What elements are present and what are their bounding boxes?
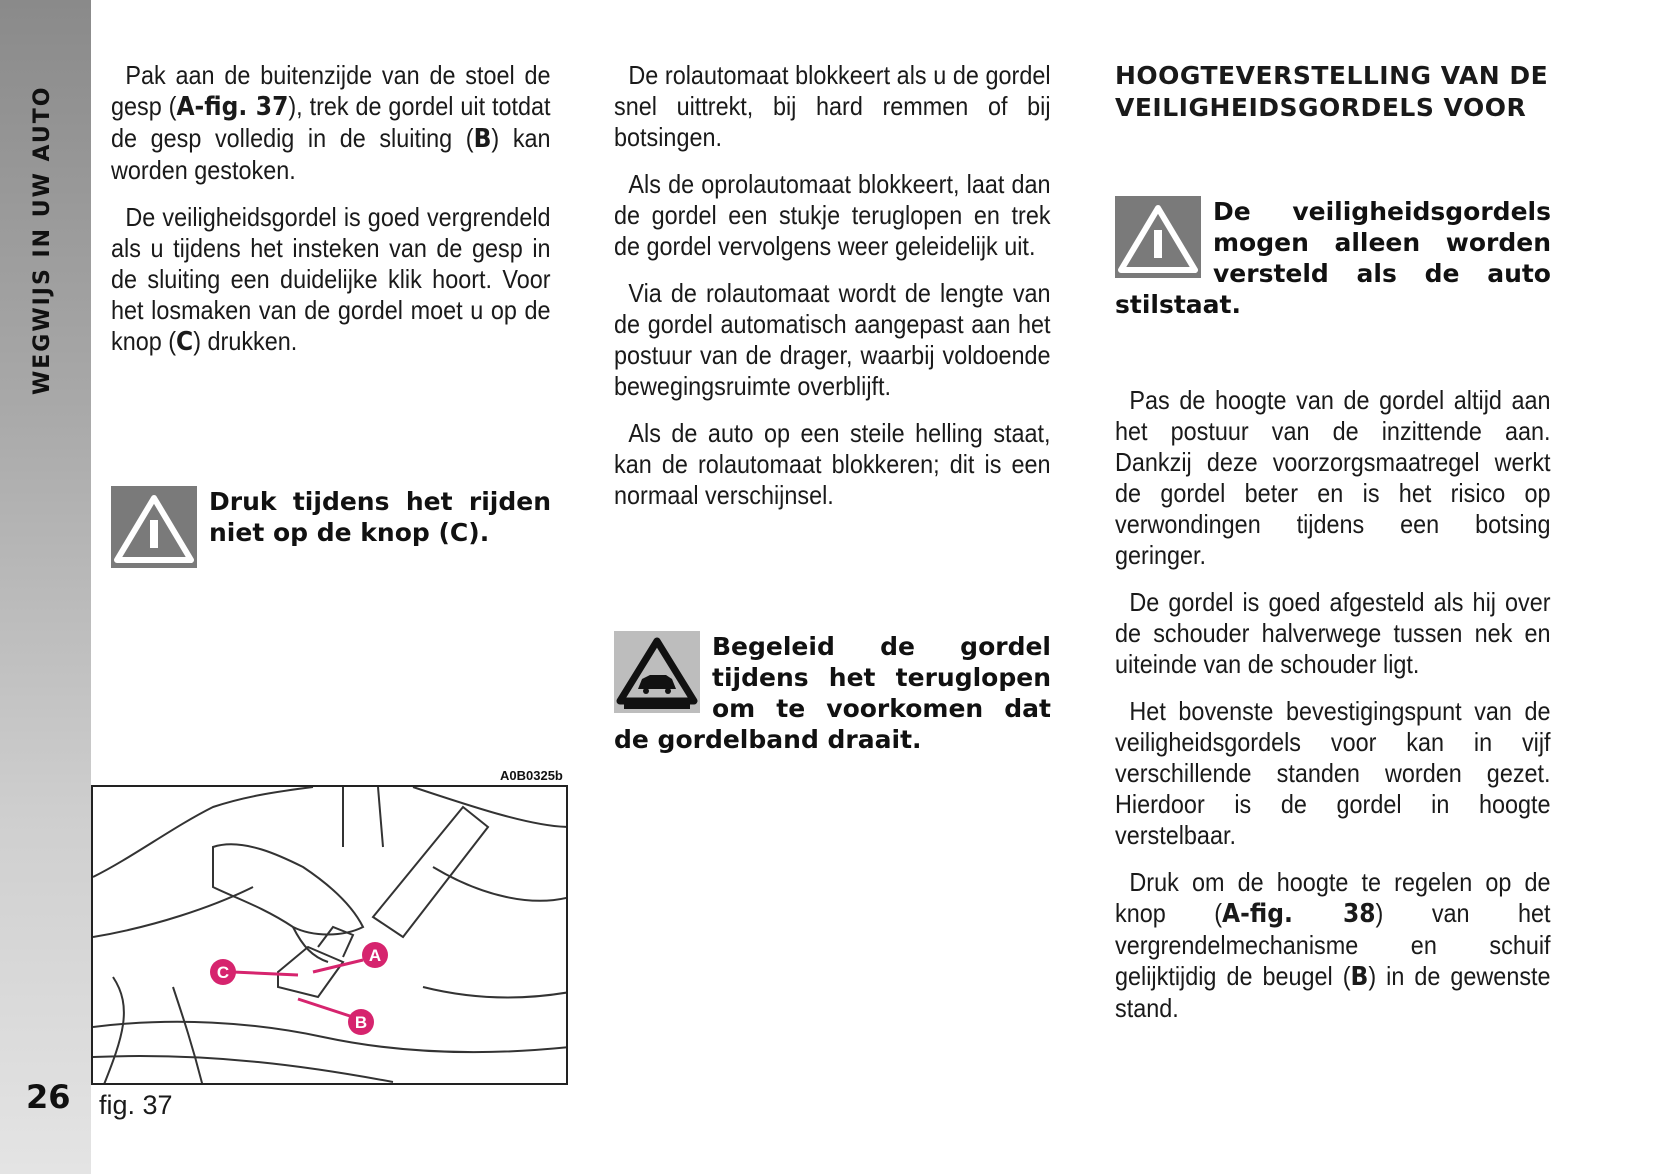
label-b-marker [348, 1009, 374, 1035]
sidebar [0, 0, 91, 1174]
column-3-body [1115, 385, 1551, 1040]
warning-text: Druk tijdens het rijden niet op de knop (C). [209, 487, 551, 547]
paragraph: De veiligheidsgordel is goed vergrendeld als u tijdens het insteken van de gesp in de sluiting een duidelijke klik hoort. Voor het losmaken van de gordel moet u op de knop (C) drukken. [111, 202, 551, 357]
figure-reference: A-fig. 37 [176, 92, 289, 122]
seatbelt-illustration [91, 785, 568, 1085]
figure-caption: fig. 37 [99, 1090, 173, 1120]
warning-triangle-icon [1115, 196, 1201, 278]
paragraph: De rolautomaat blokkeert als u de gordel snel uittrekt, bij hard remmen of bij botsingen. [614, 60, 1051, 152]
note-text: Begeleid de gordel tijdens het teruglopen om te voorkomen dat de gordelband draait. [614, 632, 1051, 754]
label-b: B [354, 1013, 368, 1032]
paragraph: Via de rolautomaat wordt de lengte van de gordel automatisch aangepast aan het postuur van de drager, waarbij voldoende bewegingsruimte overblijft. [614, 278, 1051, 401]
label-a-marker [362, 942, 388, 968]
seatbelt-drawing [93, 787, 568, 1085]
warning-block [111, 486, 551, 570]
section-title: WEGWIJS IN UW AUTO [30, 85, 55, 395]
label-c-marker [210, 959, 236, 985]
paragraph: Als de oprolautomaat blokkeert, laat dan de gordel een stukje teruglopen en trek de gordel vervolgens weer geleidelijk uit. [614, 169, 1051, 261]
label-c: C [216, 963, 230, 982]
warning-text: De veiligheidsgordels mogen alleen worden versteld als de auto stilstaat. [1115, 197, 1551, 319]
figure-code: A0B0325b [500, 768, 563, 783]
paragraph: Pas de hoogte van de gordel altijd aan het postuur van de inzittende aan. Dankzij deze voorzorgsmaatregel werkt de gordel beter en is het risico op verwondingen tijdens een botsing geringer. [1115, 385, 1551, 570]
paragraph: Druk om de hoogte te regelen op de knop (A-fig. 38) van het vergrendelmechanisme en schuif gelijktijdig de beugel (B) in de gewenste stand. [1115, 867, 1551, 1023]
column-2 [614, 60, 1051, 527]
paragraph: De gordel is goed afgesteld als hij over de schouder halverwege tussen nek en uiteinde van de schouder ligt. [1115, 587, 1551, 679]
car-hazard-icon [614, 631, 700, 713]
paragraph: Pak aan de buitenzijde van de stoel de gesp (A-fig. 37), trek de gordel uit totdat de gesp volledig in de sluiting (B) kan worden gestoken. [111, 60, 551, 185]
page-number: 26 [26, 1078, 71, 1116]
column-3 [1115, 60, 1551, 124]
warning-block [1115, 196, 1551, 320]
note-block [614, 631, 1051, 755]
paragraph: Het bovenste bevestigingspunt van de veiligheidsgordels voor kan in vijf verschillende standen worden gezet. Hierdoor is de gordel in hoogte verstelbaar. [1115, 696, 1551, 850]
warning-triangle-icon [111, 486, 197, 568]
paragraph: Als de auto op een steile helling staat, kan de rolautomaat blokkeren; dit is een normaal verschijnsel. [614, 418, 1051, 510]
label-a: A [368, 946, 382, 965]
figure-reference: A-fig. 38 [1222, 899, 1376, 929]
column-1 [111, 60, 551, 374]
section-heading: HOOGTEVERSTELLING VAN DE VEILIGHEIDSGORDELS VOOR [1115, 61, 1549, 122]
